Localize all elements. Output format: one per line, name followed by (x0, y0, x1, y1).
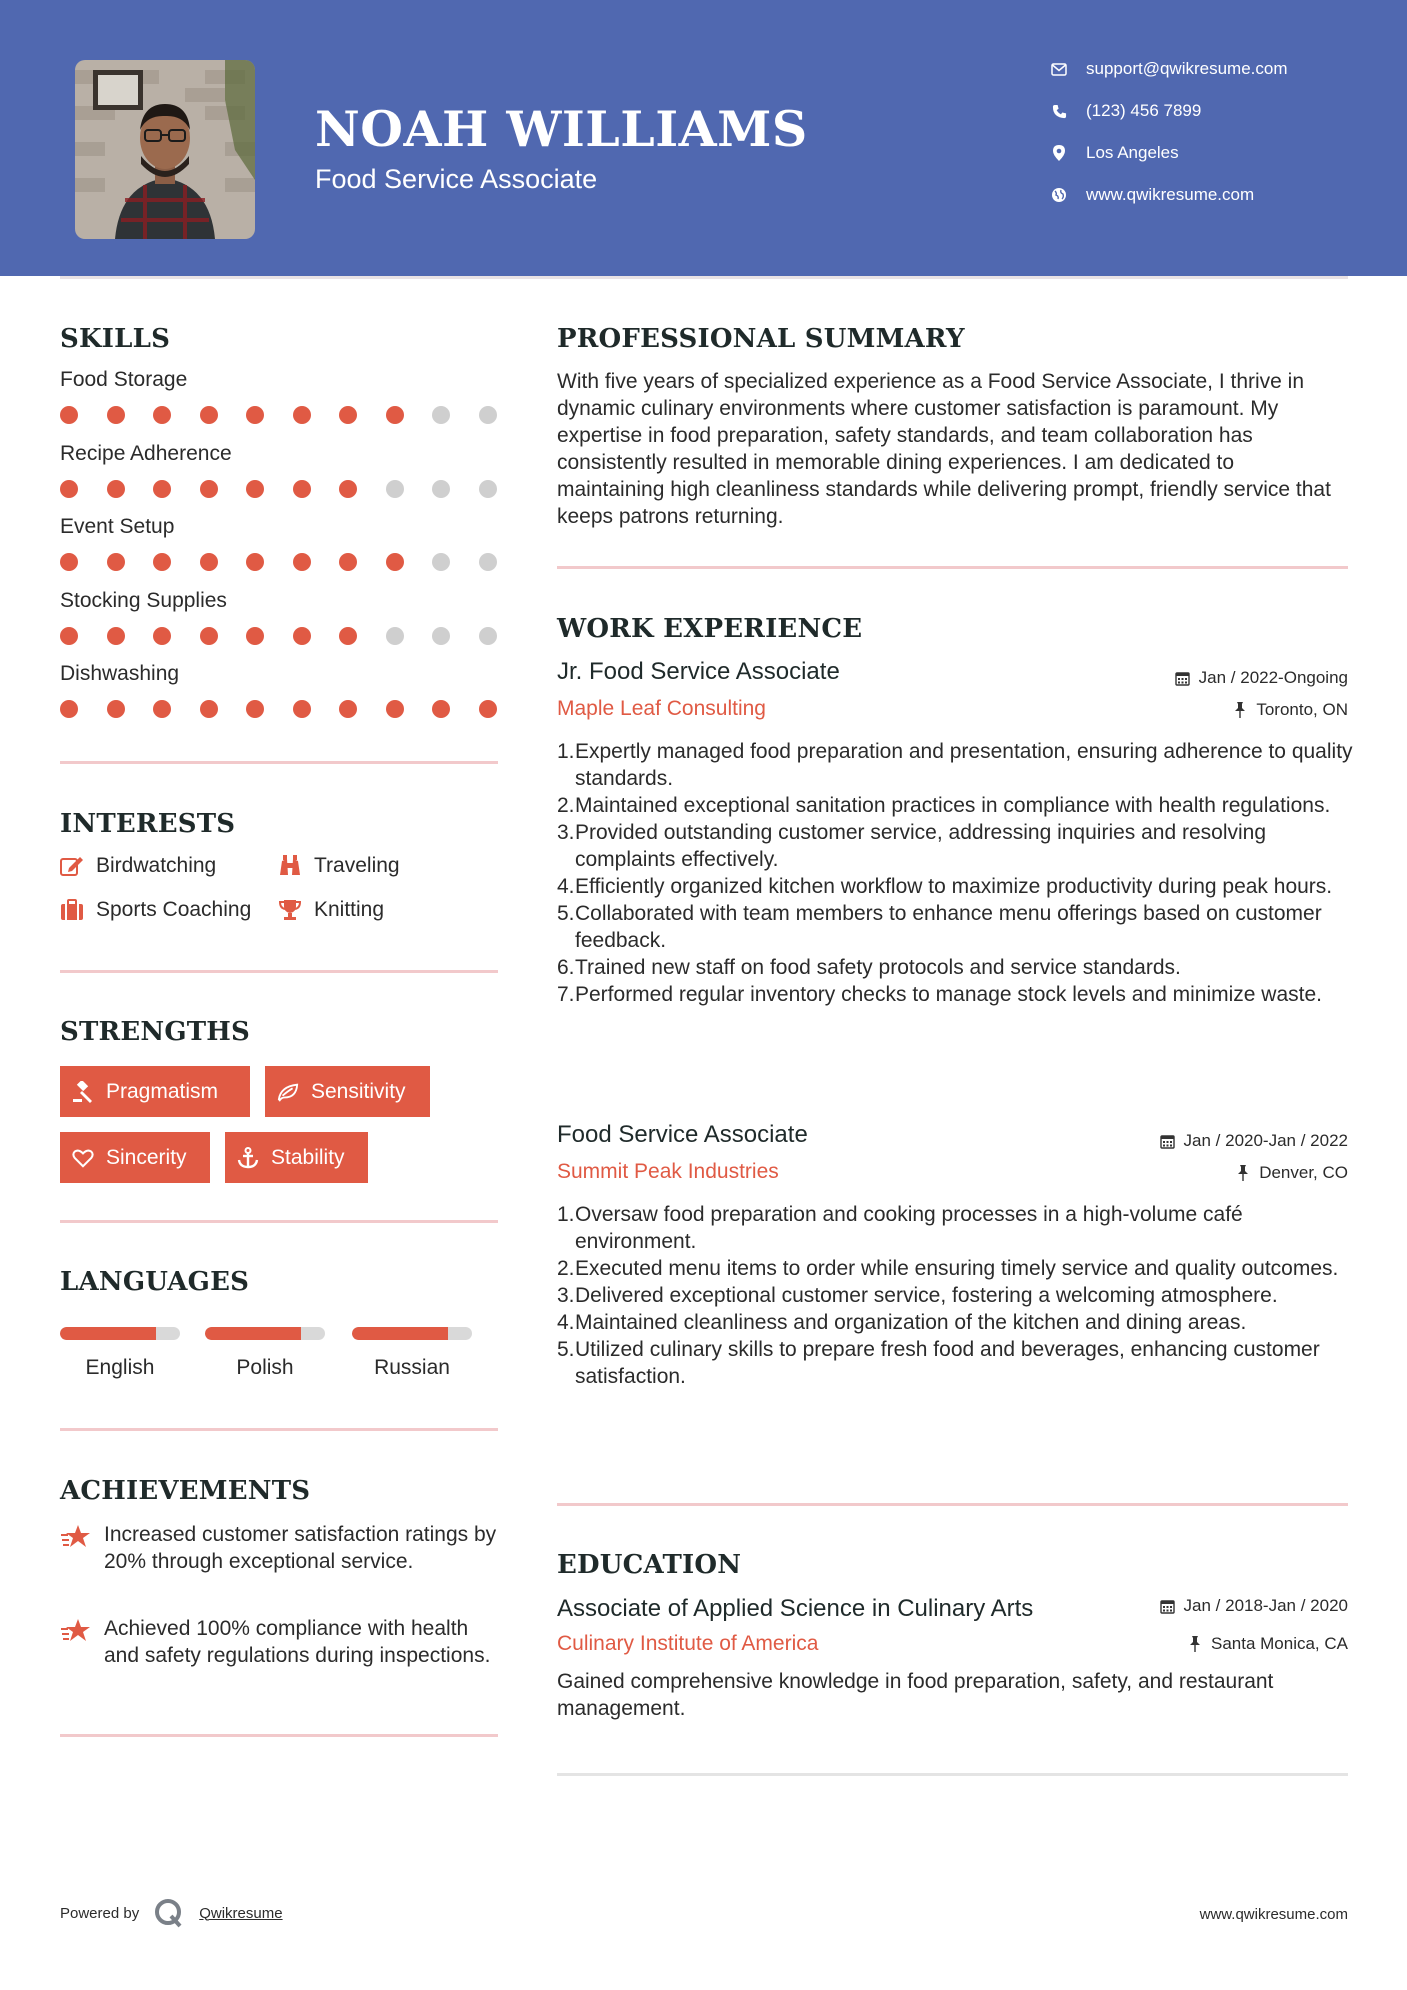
list-number: 1. (557, 740, 575, 763)
rating-dot-filled (107, 627, 125, 645)
rating-dot-filled (200, 553, 218, 571)
education-school: Culinary Institute of America (557, 1632, 819, 1655)
rating-dot-empty (386, 480, 404, 498)
list-item (557, 954, 1357, 981)
interests-title: INTERESTS (60, 809, 236, 839)
rating-dot-empty (386, 627, 404, 645)
interest-item-traveling: Traveling (278, 854, 400, 878)
candidate-title: Food Service Associate (315, 164, 598, 194)
skill-name: Dishwashing (60, 662, 180, 685)
list-text: Maintained exceptional sanitation practices in compliance with health regulations. (575, 794, 1331, 817)
achievement-item: Achieved 100% compliance with health and safety regulations during inspections. (60, 1615, 500, 1669)
rating-dot-filled (60, 700, 78, 718)
list-number: 4. (557, 1311, 575, 1334)
language-level-fill (205, 1327, 301, 1340)
rating-dot-filled (293, 480, 311, 498)
education-divider (557, 1773, 1348, 1776)
rating-dot-filled (339, 406, 357, 424)
rating-dot-filled (293, 700, 311, 718)
qwikresume-logo-icon (153, 1897, 185, 1929)
heart-icon (72, 1147, 94, 1169)
rating-dot-filled (153, 627, 171, 645)
rating-dot-filled (200, 700, 218, 718)
achievements-title: ACHIEVEMENTS (60, 1476, 311, 1506)
list-item (557, 792, 1357, 819)
rating-dot-filled (107, 480, 125, 498)
rating-dot-filled (479, 700, 497, 718)
list-item (557, 738, 1357, 792)
rating-dot-filled (293, 627, 311, 645)
rating-dot-filled (107, 406, 125, 424)
trophy-icon (278, 898, 302, 922)
list-number: 4. (557, 875, 575, 898)
rating-dot-filled (60, 480, 78, 498)
job-role: Jr. Food Service Associate (557, 658, 840, 685)
pushpin-icon (1187, 1636, 1203, 1652)
experience-title: WORK EXPERIENCE (557, 614, 863, 644)
calendar-icon (1160, 1598, 1176, 1614)
list-number: 2. (557, 1257, 575, 1280)
contact-location: Los Angeles (1050, 143, 1179, 163)
list-number: 5. (557, 902, 575, 925)
strength-tag-pragmatism: Pragmatism (60, 1066, 250, 1117)
achievements-divider (60, 1734, 498, 1737)
list-item (557, 1282, 1357, 1309)
list-text: Performed regular inventory checks to manage stock levels and minimize waste. (575, 983, 1322, 1006)
strength-tag-sensitivity: Sensitivity (265, 1066, 430, 1117)
list-number: 3. (557, 821, 575, 844)
rating-dot-filled (200, 406, 218, 424)
rating-dot-filled (293, 553, 311, 571)
footer-brand-link[interactable]: Qwikresume (199, 1904, 283, 1922)
rating-dot-empty (432, 480, 450, 498)
rating-dot-filled (153, 406, 171, 424)
rating-dot-filled (60, 553, 78, 571)
rating-dot-empty (479, 627, 497, 645)
list-number: 6. (557, 956, 575, 979)
rating-dot-filled (246, 700, 264, 718)
job-responsibilities (557, 1201, 1357, 1390)
rating-dot-filled (432, 700, 450, 718)
footer-powered-by: Powered by Qwikresume (60, 1897, 283, 1929)
list-item (557, 981, 1357, 1008)
list-text: Expertly managed food preparation and presentation, ensuring adherence to quality standards. (575, 740, 1353, 790)
rating-dot-filled (60, 627, 78, 645)
envelope-icon (1050, 60, 1068, 78)
summary-divider (557, 566, 1348, 569)
summary-text: With five years of specialized experience as a Food Service Associate, I thrive in dynamic culinary environments where customer satisfaction is paramount. My expertise in food preparation, safety standards, and team collaboration has consistently resulted in memorable dining experiences. I am dedicated to maintaining high cleanliness standards while delivering prompt, friendly service that keeps patrons returning. (557, 370, 1331, 528)
rating-dot-empty (432, 553, 450, 571)
list-text: Executed menu items to order while ensuring timely service and quality outcomes. (575, 1257, 1339, 1280)
strengths-title: STRENGTHS (60, 1017, 251, 1047)
job-role: Food Service Associate (557, 1121, 808, 1148)
list-number: 1. (557, 1203, 575, 1226)
profile-photo (75, 60, 255, 239)
rating-dot-empty (432, 627, 450, 645)
list-item (557, 900, 1357, 954)
education-degree: Associate of Applied Science in Culinary Arts (557, 1595, 1034, 1622)
briefcase-icon (60, 898, 84, 922)
list-item (557, 873, 1357, 900)
leaf-icon (277, 1081, 299, 1103)
header-divider (60, 276, 1348, 279)
rating-dot-empty (479, 553, 497, 571)
language-name: Russian (374, 1356, 450, 1379)
rating-dot-filled (339, 553, 357, 571)
rating-dot-filled (246, 480, 264, 498)
achievement-item: Increased customer satisfaction ratings by 20% through exceptional service. (60, 1521, 500, 1575)
header-banner (0, 0, 1407, 276)
strength-tag-stability: Stability (225, 1132, 368, 1183)
contact-email[interactable]: support@qwikresume.com (1050, 59, 1288, 79)
list-item (557, 1201, 1357, 1255)
globe-icon (1050, 186, 1068, 204)
list-text: Efficiently organized kitchen workflow to maximize productivity during peak hours. (575, 875, 1333, 898)
rating-dot-filled (107, 700, 125, 718)
rating-dot-filled (153, 553, 171, 571)
strengths-divider (60, 1220, 498, 1223)
list-text: Oversaw food preparation and cooking processes in a high-volume café environment. (575, 1203, 1243, 1253)
job-dates: Jan / 2022-Ongoing (1175, 668, 1348, 688)
summary-title: PROFESSIONAL SUMMARY (557, 324, 965, 354)
list-text: Delivered exceptional customer service, fostering a welcoming atmosphere. (575, 1284, 1278, 1307)
list-text: Trained new staff on food safety protocols and service standards. (575, 956, 1181, 979)
job-company: Summit Peak Industries (557, 1160, 779, 1183)
skill-name: Stocking Supplies (60, 588, 227, 612)
interest-item-sports-coaching: Sports Coaching (60, 898, 251, 922)
rating-dot-empty (479, 480, 497, 498)
calendar-icon (1175, 670, 1191, 686)
contact-phone[interactable]: (123) 456 7899 (1050, 101, 1201, 121)
skill-name: Recipe Adherence (60, 441, 232, 465)
job-company: Maple Leaf Consulting (557, 697, 766, 720)
experience-divider (557, 1503, 1348, 1506)
map-pin-icon (1050, 144, 1068, 162)
list-text: Maintained cleanliness and organization of the kitchen and dining areas. (575, 1311, 1247, 1334)
calendar-icon (1160, 1133, 1176, 1149)
rating-dot-filled (153, 700, 171, 718)
list-number: 5. (557, 1338, 575, 1361)
language-level-fill (60, 1327, 156, 1340)
phone-icon (1050, 102, 1068, 120)
rating-dot-filled (107, 553, 125, 571)
rating-dot-filled (200, 480, 218, 498)
language-name: English (85, 1356, 155, 1379)
education-dates: Jan / 2018-Jan / 2020 (1160, 1596, 1348, 1616)
list-item (557, 1309, 1357, 1336)
job-location: Denver, CO (1235, 1163, 1348, 1183)
skills-divider (60, 761, 498, 764)
skills-title: SKILLS (60, 324, 171, 354)
anchor-icon (237, 1147, 259, 1169)
skill-name: Food Storage (60, 368, 188, 391)
list-text: Collaborated with team members to enhance menu offerings based on customer feedback. (575, 902, 1322, 952)
interest-item-birdwatching: Birdwatching (60, 854, 216, 878)
list-item (557, 819, 1357, 873)
pencil-square-icon (60, 854, 84, 878)
education-description: Gained comprehensive knowledge in food preparation, safety, and restaurant management. (557, 1670, 1274, 1720)
rating-dot-empty (479, 406, 497, 424)
skill-name: Event Setup (60, 515, 175, 538)
rating-dot-filled (386, 700, 404, 718)
pushpin-icon (1235, 1165, 1251, 1181)
languages-title: LANGUAGES (60, 1267, 250, 1297)
strength-tag-sincerity: Sincerity (60, 1132, 210, 1183)
rating-dot-filled (339, 700, 357, 718)
list-number: 3. (557, 1284, 575, 1307)
language-name: Polish (236, 1356, 294, 1379)
rating-dot-filled (339, 480, 357, 498)
languages-divider (60, 1428, 498, 1431)
star-burst-icon (60, 1523, 92, 1551)
rating-dot-filled (246, 627, 264, 645)
rating-dot-filled (246, 553, 264, 571)
pushpin-icon (1232, 702, 1248, 718)
rating-dot-empty (432, 406, 450, 424)
language-level-fill (352, 1327, 448, 1340)
rating-dot-filled (386, 406, 404, 424)
language-level-bar (60, 1327, 180, 1340)
footer-url[interactable]: www.qwikresume.com (1199, 1906, 1348, 1923)
list-item (557, 1336, 1357, 1390)
job-responsibilities (557, 738, 1357, 1008)
list-text: Provided outstanding customer service, addressing inquiries and resolving complaints effectively. (575, 821, 1267, 871)
interest-item-knitting: Knitting (278, 898, 384, 922)
education-title: EDUCATION (557, 1550, 742, 1580)
star-burst-icon (60, 1617, 92, 1645)
rating-dot-filled (293, 406, 311, 424)
language-level-bar (205, 1327, 325, 1340)
interests-divider (60, 970, 498, 973)
binoculars-icon (278, 854, 302, 878)
rating-dot-filled (153, 480, 171, 498)
language-level-bar (352, 1327, 472, 1340)
education-location: Santa Monica, CA (1187, 1634, 1348, 1654)
rating-dot-filled (60, 406, 78, 424)
rating-dot-filled (386, 553, 404, 571)
job-dates: Jan / 2020-Jan / 2022 (1160, 1131, 1348, 1151)
list-number: 7. (557, 983, 575, 1006)
rating-dot-filled (246, 406, 264, 424)
contact-website[interactable]: www.qwikresume.com (1050, 185, 1254, 205)
job-location: Toronto, ON (1232, 700, 1348, 720)
candidate-name: NOAH WILLIAMS (315, 100, 808, 158)
list-text: Utilized culinary skills to prepare fresh food and beverages, enhancing customer satisfaction. (575, 1338, 1320, 1388)
list-number: 2. (557, 794, 575, 817)
rating-dot-filled (339, 627, 357, 645)
gavel-icon (72, 1081, 94, 1103)
rating-dot-filled (200, 627, 218, 645)
list-item (557, 1255, 1357, 1282)
